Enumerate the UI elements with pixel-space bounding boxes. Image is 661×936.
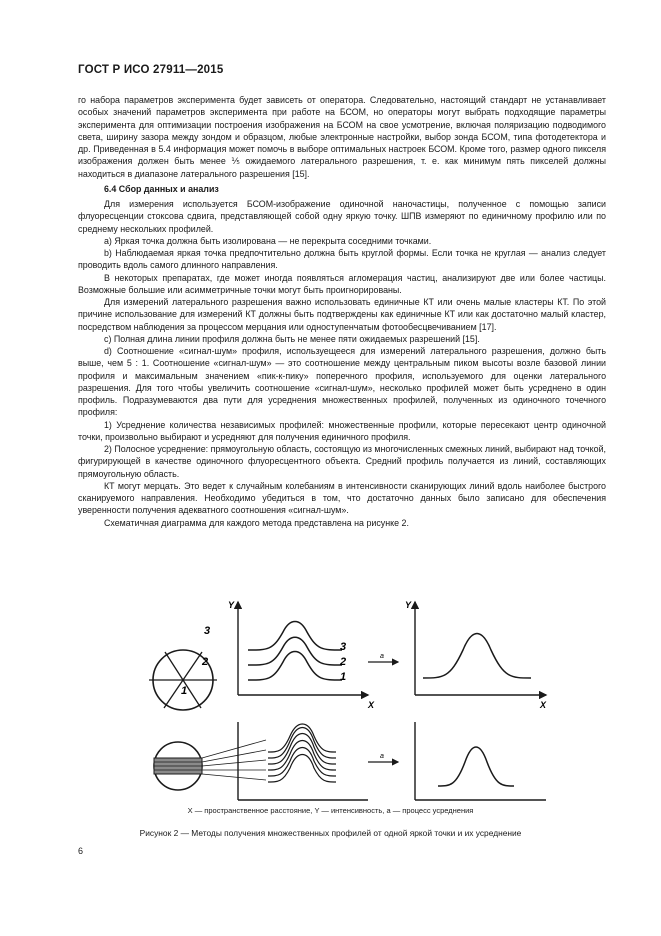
intro-paragraph: го набора параметров эксперимента будет зависеть от оператора. Следовательно, настоящий стандарт не устанавливает особых значений параметров эксперимента при работе на БСОМ, но операторы могут выбрать подходящие параметры эксперимента для оптимизации построения изображения на БСОМ на свое усмотрение, включая поляризацию подводимого света, ширину зазора между зондом и образцом, любые электронные настройки, выбор зонда БСОМ, типа фотодетектора и др. Приведенная в 5.4 информация может помочь в выборе оптимальных настроек БСОМ. Кроме того, размер одного пикселя изображения должен быть менее ⅕ ожидаемого латерального разрешения, т. е. как минимум пять пикселей должны находиться в диапазоне латерального разрешения [15]. [78, 95, 606, 179]
list-item-c: c) Полная длина линии профиля должна быть не менее пяти ожидаемых разрешений [15]. [104, 333, 480, 344]
figure-caption: Рисунок 2 — Методы получения множественных профилей от одной яркой точки и их усреднение [139, 828, 522, 838]
curve-label-3: 3 [340, 641, 347, 653]
document-header: ГОСТ Р ИСО 27911—2015 [78, 64, 224, 76]
arrow-label: a [380, 753, 384, 760]
spot-with-lines-icon [149, 625, 217, 710]
profiles-plot-top [228, 600, 375, 710]
paragraph: Схематичная диаграмма для каждого метода представлена на рисунке 2. [104, 517, 409, 528]
curve-label-2: 2 [340, 656, 347, 668]
list-item-b: b) Наблюдаемая яркая точка предпочтительно должна быть круглой формы. Если точка не круглая — анализ следует проводить вдоль самого длинного направления. [78, 248, 606, 271]
x-axis-label: X [540, 700, 547, 710]
averaging-arrow-top [368, 653, 398, 662]
paragraph: КТ могут мерцать. Это ведет к случайным колебаниям в интенсивности сканирующих линий вдоль наиболее быстрого сканируемого направления. Необходимо убедиться в том, что достаточно данных было записано для обеспечения уверенности получения адекватного соотношения «сигнал-шум». [78, 480, 606, 516]
label-2: 2 [202, 656, 209, 668]
list-item-a: a) Яркая точка должна быть изолирована — не перекрыта соседними точками. [104, 235, 432, 246]
averaged-plot-top [405, 600, 547, 710]
list-item-d: d) Соотношение «сигнал-шум» профиля, используещееся для измерений латерального разрешения, должно быть выше, чем 5 : 1. Соотношение «сигнал-шум» — это соотношение между центральным пиком высоты возле базовой линии профиля и максимальным значением «пик-к-пику» поперечного профиля, используемого для оценки латерального разрешения. Для того чтобы увеличить соотношение «сигнал-шум», несколько профилей может быть усреднено в один профиль. Подразумеваются два пути для усреднения множественных профилей, полученных из одиночного точечного профиля: [78, 346, 606, 418]
spot-with-band-icon [154, 740, 266, 790]
figure-legend: X — пространственное расстояние, Y — интенсивность, a — процесс усреднения [187, 806, 474, 815]
label-3: 3 [204, 625, 211, 637]
arrow-label: a [380, 653, 384, 660]
curve-label-1: 1 [340, 671, 347, 683]
y-axis-label: Y [405, 600, 412, 610]
list-item-2: 2) Полосное усреднение: прямоугольную область, состоящую из многочисленных смежных линий, выбирают над точкой, фигурирующей в качестве одиночного флуоресцентного объекта. Средний профиль получается из линий, составляющих прямоугольную область. [78, 444, 606, 479]
x-axis-label: X [368, 700, 375, 710]
averaged-plot-bottom [415, 722, 546, 800]
averaging-arrow-bottom [368, 753, 398, 762]
section-title: 6.4 Сбор данных и анализ [104, 183, 219, 194]
document-body [78, 94, 606, 529]
paragraph: Для измерения используется БСОМ-изображение одиночной наночастицы, полученное с помощью записи флуоресценции стоксова сдвига, представляющей собой одну яркую точку. ШПВ измеряют по единичному профилю или по среднему нескольких профилей. [78, 199, 606, 234]
paragraph: В некоторых препаратах, где может иногда появляться агломерация частиц, анализируют две или более частицы. Возможные большие или асимметричные точки могут быть проигнорированы. [78, 272, 606, 295]
paragraph: Для измерений латерального разрешения важно использовать единичные КТ или очень малые кластеры КТ. По этой причине использование для измерений КТ должны быть подтверждены как единичные КТ или как достаточно малый кластер, посредством наблюдения за процессом мерцания или одноступенчатым фотообесцвечиванием [17]. [78, 297, 606, 332]
page-number: 6 [78, 846, 84, 856]
label-1: 1 [181, 685, 188, 697]
list-item-1: 1) Усреднение количества независимых профилей: множественные профили, которые пересекают центр одиночной точки, произвольно выбирают и усредняют для получения единичного профиля. [78, 419, 606, 442]
y-axis-label: Y [228, 600, 235, 610]
